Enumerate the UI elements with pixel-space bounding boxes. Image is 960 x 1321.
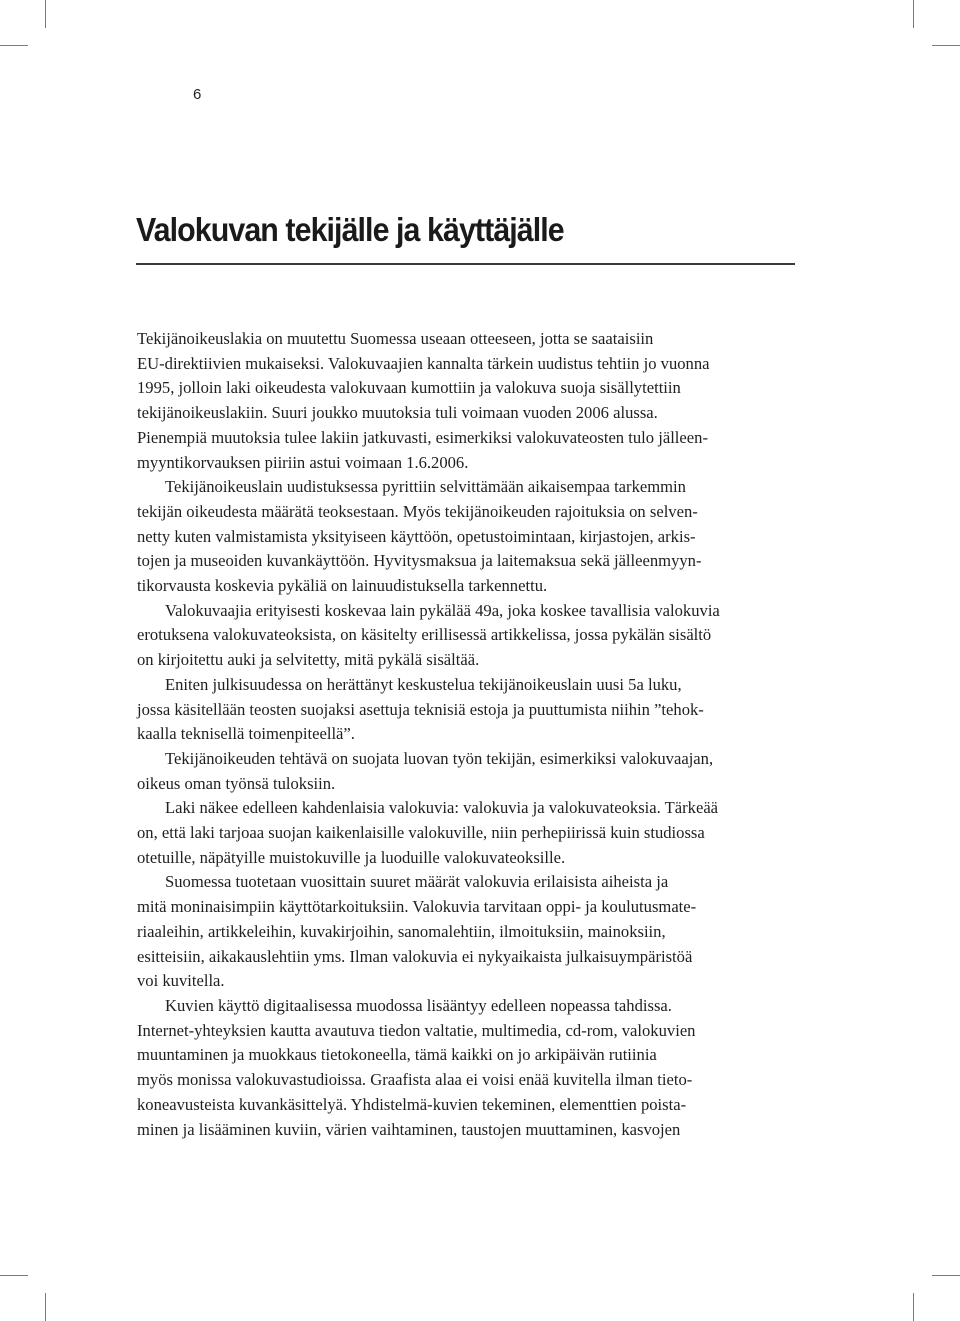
body-line: Pienempiä muutoksia tulee lakiin jatkuvasti, esimerkiksi valokuvateosten tulo jälleen- — [137, 427, 708, 447]
body-line: tekijän oikeudesta määrätä teoksestaan. Myös tekijänoikeuden rajoituksia on selven- — [137, 501, 698, 521]
crop-mark-right-top — [932, 45, 960, 46]
body-line: otetuille, näpätyille muistokuville ja luoduille valokuvateoksille. — [137, 847, 566, 867]
page-title: Valokuvan tekijälle ja käyttäjälle — [136, 211, 564, 248]
body-line: tekijänoikeuslakiin. Suuri joukko muutoksia tuli voimaan vuoden 2006 alussa. — [137, 403, 658, 423]
body-line: Kuvien käyttö digitaalisessa muodossa lisääntyy edelleen nopeassa tahdissa. — [165, 995, 672, 1015]
body-line: Tekijänoikeuden tehtävä on suojata luovan työn tekijän, esimerkiksi valokuvaajan, — [165, 748, 714, 768]
body-line: EU-direktiivien mukaiseksi. Valokuvaajien kannalta tärkein uudistus tehtiin jo vuonna — [137, 353, 710, 373]
body-line: on, että laki tarjoaa suojan kaikenlaisille valokuville, niin perhepiirissä kuin studiossa — [137, 823, 705, 843]
body-line: muuntaminen ja muokkaus tietokoneella, tämä kaikki on jo arkipäivän rutiinia — [137, 1045, 657, 1065]
body-line: erotuksena valokuvateoksista, on käsitelty erillisessä artikkelissa, jossa pykälän sisältö — [137, 625, 712, 645]
crop-mark-top-right — [913, 0, 914, 28]
body-line: Valokuvaajia erityisesti koskevaa lain pykälää 49a, joka koskee tavallisia valokuvia — [165, 600, 720, 620]
body-line: riaaleihin, artikkeleihin, kuvakirjoihin, sanomalehtiin, ilmoituksiin, mainoksiin, — [137, 921, 666, 941]
crop-mark-top-left — [45, 0, 46, 28]
page-number: 6 — [193, 86, 202, 103]
crop-mark-right-bottom — [932, 1275, 960, 1276]
crop-mark-left-bottom — [0, 1275, 28, 1276]
body-line: kaalla teknisellä toimenpiteellä”. — [137, 724, 355, 744]
body-line: oikeus oman työnsä tuloksiin. — [137, 773, 336, 793]
body-line: Eniten julkisuudessa on herättänyt keskustelua tekijänoikeuslain uusi 5a luku, — [165, 674, 682, 694]
body-line: Internet-yhteyksien kautta avautuva tiedon valtatie, multimedia, cd-rom, valokuvien — [137, 1020, 696, 1040]
body-line: Tekijänoikeuslakia on muutettu Suomessa useaan otteeseen, jotta se saataisiin — [137, 329, 654, 348]
title-underline — [136, 263, 795, 265]
body-line: tikorvausta koskevia pykäliä on lainuudistuksella tarkennettu. — [137, 576, 548, 596]
body-line: Suomessa tuotetaan vuosittain suuret määrät valokuvia erilaisista aiheista ja — [165, 872, 669, 892]
crop-mark-left-top — [0, 45, 28, 46]
body-line: myös monissa valokuvastudioissa. Graafista alaa ei voisi enää kuvitella ilman tieto- — [137, 1070, 693, 1090]
article-body — [137, 327, 797, 1142]
body-line: myyntikorvauksen piiriin astui voimaan 1.6.2006. — [137, 452, 469, 472]
body-line: 1995, jolloin laki oikeudesta valokuvaan kumottiin ja valokuva suoja sisällytettiin — [137, 378, 681, 398]
crop-mark-bottom-left — [45, 1293, 46, 1321]
body-line: mitä moninaisimpiin käyttötarkoituksiin. Valokuvia tarvitaan oppi- ja koulutusmate- — [137, 897, 697, 917]
body-line: koneavusteista kuvankäsittelyä. Yhdistelmä-kuvien tekeminen, elementtien poista- — [137, 1094, 687, 1114]
crop-mark-bottom-right — [913, 1293, 914, 1321]
body-line: esitteisiin, aikakauslehtiin yms. Ilman valokuvia ei nykyaikaista julkaisuympäristöä — [137, 946, 693, 966]
body-line: netty kuten valmistamista yksityiseen käyttöön, opetustoimintaan, kirjastojen, arkis- — [137, 526, 696, 546]
body-line: jossa käsitellään teosten suojaksi asettuja teknisiä estoja ja puuttumista niihin ”tehok- — [137, 699, 704, 719]
body-line: tojen ja museoiden kuvankäyttöön. Hyvitysmaksua ja laitemaksua sekä jälleenmyyn- — [137, 551, 702, 571]
body-line: on kirjoitettu auki ja selvitetty, mitä pykälä sisältää. — [137, 650, 480, 670]
body-line: minen ja lisääminen kuviin, värien vaihtaminen, taustojen muuttaminen, kasvojen — [137, 1119, 681, 1139]
body-line: Laki näkee edelleen kahdenlaisia valokuvia: valokuvia ja valokuvateoksia. Tärkeää — [165, 798, 719, 818]
body-line: Tekijänoikeuslain uudistuksessa pyrittiin selvittämään aikaisempaa tarkemmin — [165, 477, 686, 497]
body-line: voi kuvitella. — [137, 971, 225, 991]
